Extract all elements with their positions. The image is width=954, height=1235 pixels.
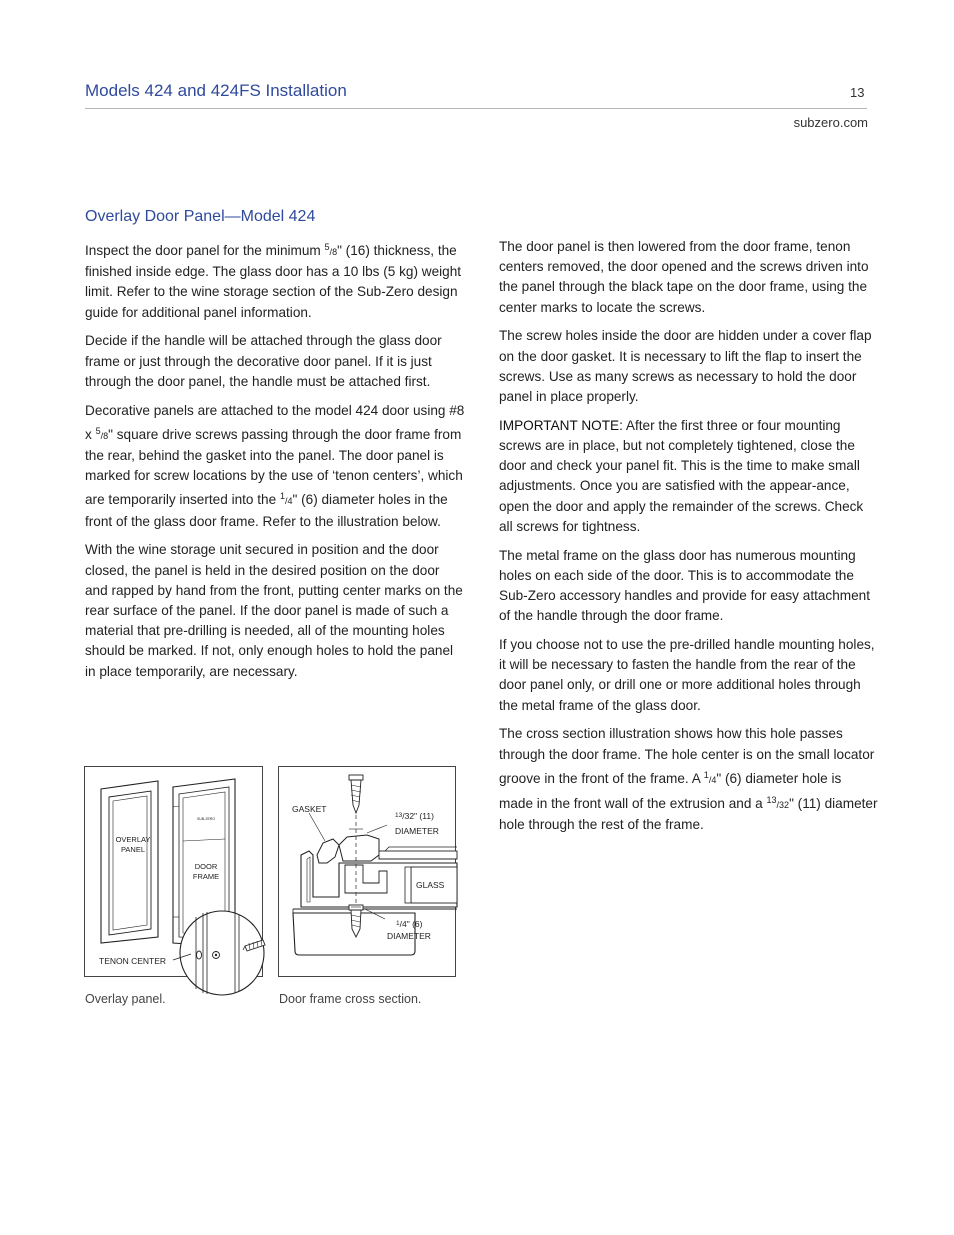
tenon-center-dot (215, 954, 217, 956)
overlay-panel-illustration (85, 767, 264, 978)
door-frame-label-line2: FRAME (192, 872, 220, 881)
door-logo-text: SUB-ZERO (196, 817, 216, 821)
cross-section-illustration (279, 767, 457, 978)
paragraph-screw-holes: The screw holes inside the door are hidden under a cover flap on the door gasket. It is necessary to lift the flap to insert the screws. Use as many screws as necessary to hold the door panel in place properly. (499, 328, 872, 405)
door-frame-label-line1: DOOR (194, 862, 218, 871)
page-number: 13 (850, 85, 865, 100)
paragraph-lower-panel: The door panel is then lowered from the door frame, tenon centers removed, the door opened and the screws driven into the panel through the black tape on the door frame, using the center marks to locate the screws. (499, 239, 869, 315)
tenon-center-label: TENON CENTER (99, 956, 167, 966)
gasket-profile (317, 839, 339, 863)
gasket-leader-line (309, 813, 325, 841)
top-diameter-label-line2: DIAMETER (395, 826, 439, 836)
website-link[interactable]: subzero.com (793, 115, 868, 130)
bottom-diameter-label-line2: DIAMETER (387, 931, 431, 941)
glass-label: GLASS (416, 880, 445, 890)
paragraph-important-note: IMPORTANT NOTE: After the first three or four mounting screws are in place, but not completely tightened, close the door and check your panel fit. This is the time to make small adjustments. Once you are satisfied with the appear-ance, open the door and apply the remainder of the screws. Check all screws for tightness. (499, 417, 864, 534)
important-note-label: IMPORTANT NOTE: (499, 417, 623, 433)
overlay-panel-caption: Overlay panel. (85, 992, 166, 1006)
upper-screw-icon (349, 775, 363, 813)
gasket-label: GASKET (292, 804, 327, 814)
paragraph-decorative-panels: Decorative panels are attached to the model 424 door using #8 x $^5$/8" square drive screws passing through the door frame from the rear, behind the gasket into the panel. The door panel is marked for screw locations by the use of ‘tenon centers’, which are temporarily inserted into the $^1$/4" (6) diameter holes in the front of the glass door frame. Refer to the illustration below. (85, 402, 465, 529)
paragraph-marking-panel: With the wine storage unit secured in position and the door closed, the panel is held in the desired position on the door and rapped by hand from the front, putting center marks on the rear surface of the panel. If the door panel is made of such a material that pre-drilling is needed, all of the mounting holes should be marked. If not, only enough holes to hold the panel in place temporarily, are necessary. (85, 542, 463, 679)
header-divider (85, 108, 867, 109)
tenon-pin-icon (197, 951, 202, 959)
cross-section-caption: Door frame cross section. (279, 992, 422, 1006)
paragraph-metal-frame: The metal frame on the glass door has numerous mounting holes on each side of the door. This is to accommodate the Sub-Zero accessory handles and provide for easy attachment of the handle through the door frame. (499, 547, 871, 624)
overlay-panel-label-line2: PANEL (120, 845, 146, 854)
section-title: Overlay Door Panel—Model 424 (85, 208, 316, 225)
right-text-column (499, 237, 879, 844)
paragraph-handle-decision: Decide if the handle will be attached through the glass door frame or just through the decorative door panel. If it is just through the door panel, the handle must be attached first. (85, 333, 442, 389)
overlay-panel-figure (84, 766, 263, 977)
paragraph-panel-inspection: Inspect the door panel for the minimum $^5$/8" (16) thickness, the finished inside edge. The glass door has a 10 lbs (5 kg) weight limit. Refer to the wine storage section of the Sub-Zero design guide for additional panel information. (85, 242, 462, 320)
top-diameter-label: $^{13}$/32" (11) (395, 811, 434, 821)
cross-section-figure (278, 766, 456, 977)
magnified-detail-circle (180, 911, 264, 995)
overlay-panel-label-line1: OVERLAY (115, 835, 151, 844)
gasket-body (339, 835, 379, 861)
dim-leader-top (367, 825, 387, 833)
left-text-column (85, 237, 465, 690)
paragraph-alternate-holes: If you choose not to use the pre-drilled handle mounting holes, it will be necessary to fasten the handle from the rear of the door panel only, or drill one or more additional holes through the metal frame of the glass door. (499, 637, 875, 713)
paragraph-cross-section: The cross section illustration shows how this hole passes through the door frame. The hole center is on the small locator groove in the front of the frame. A $^1$/4" (6) diameter hole is made in the front wall of the extrusion and a $^{13}$/32" (11) diameter hole through the rest of the frame. (499, 726, 878, 833)
frame-lip (385, 847, 457, 851)
document-header-title: Models 424 and 424FS Installation (85, 81, 347, 100)
frame-top-rail (379, 851, 457, 859)
glass-spacer (405, 867, 411, 903)
overlay-panel-outline (101, 781, 158, 943)
bottom-diameter-label: $^1$/4" (6) (396, 919, 423, 929)
